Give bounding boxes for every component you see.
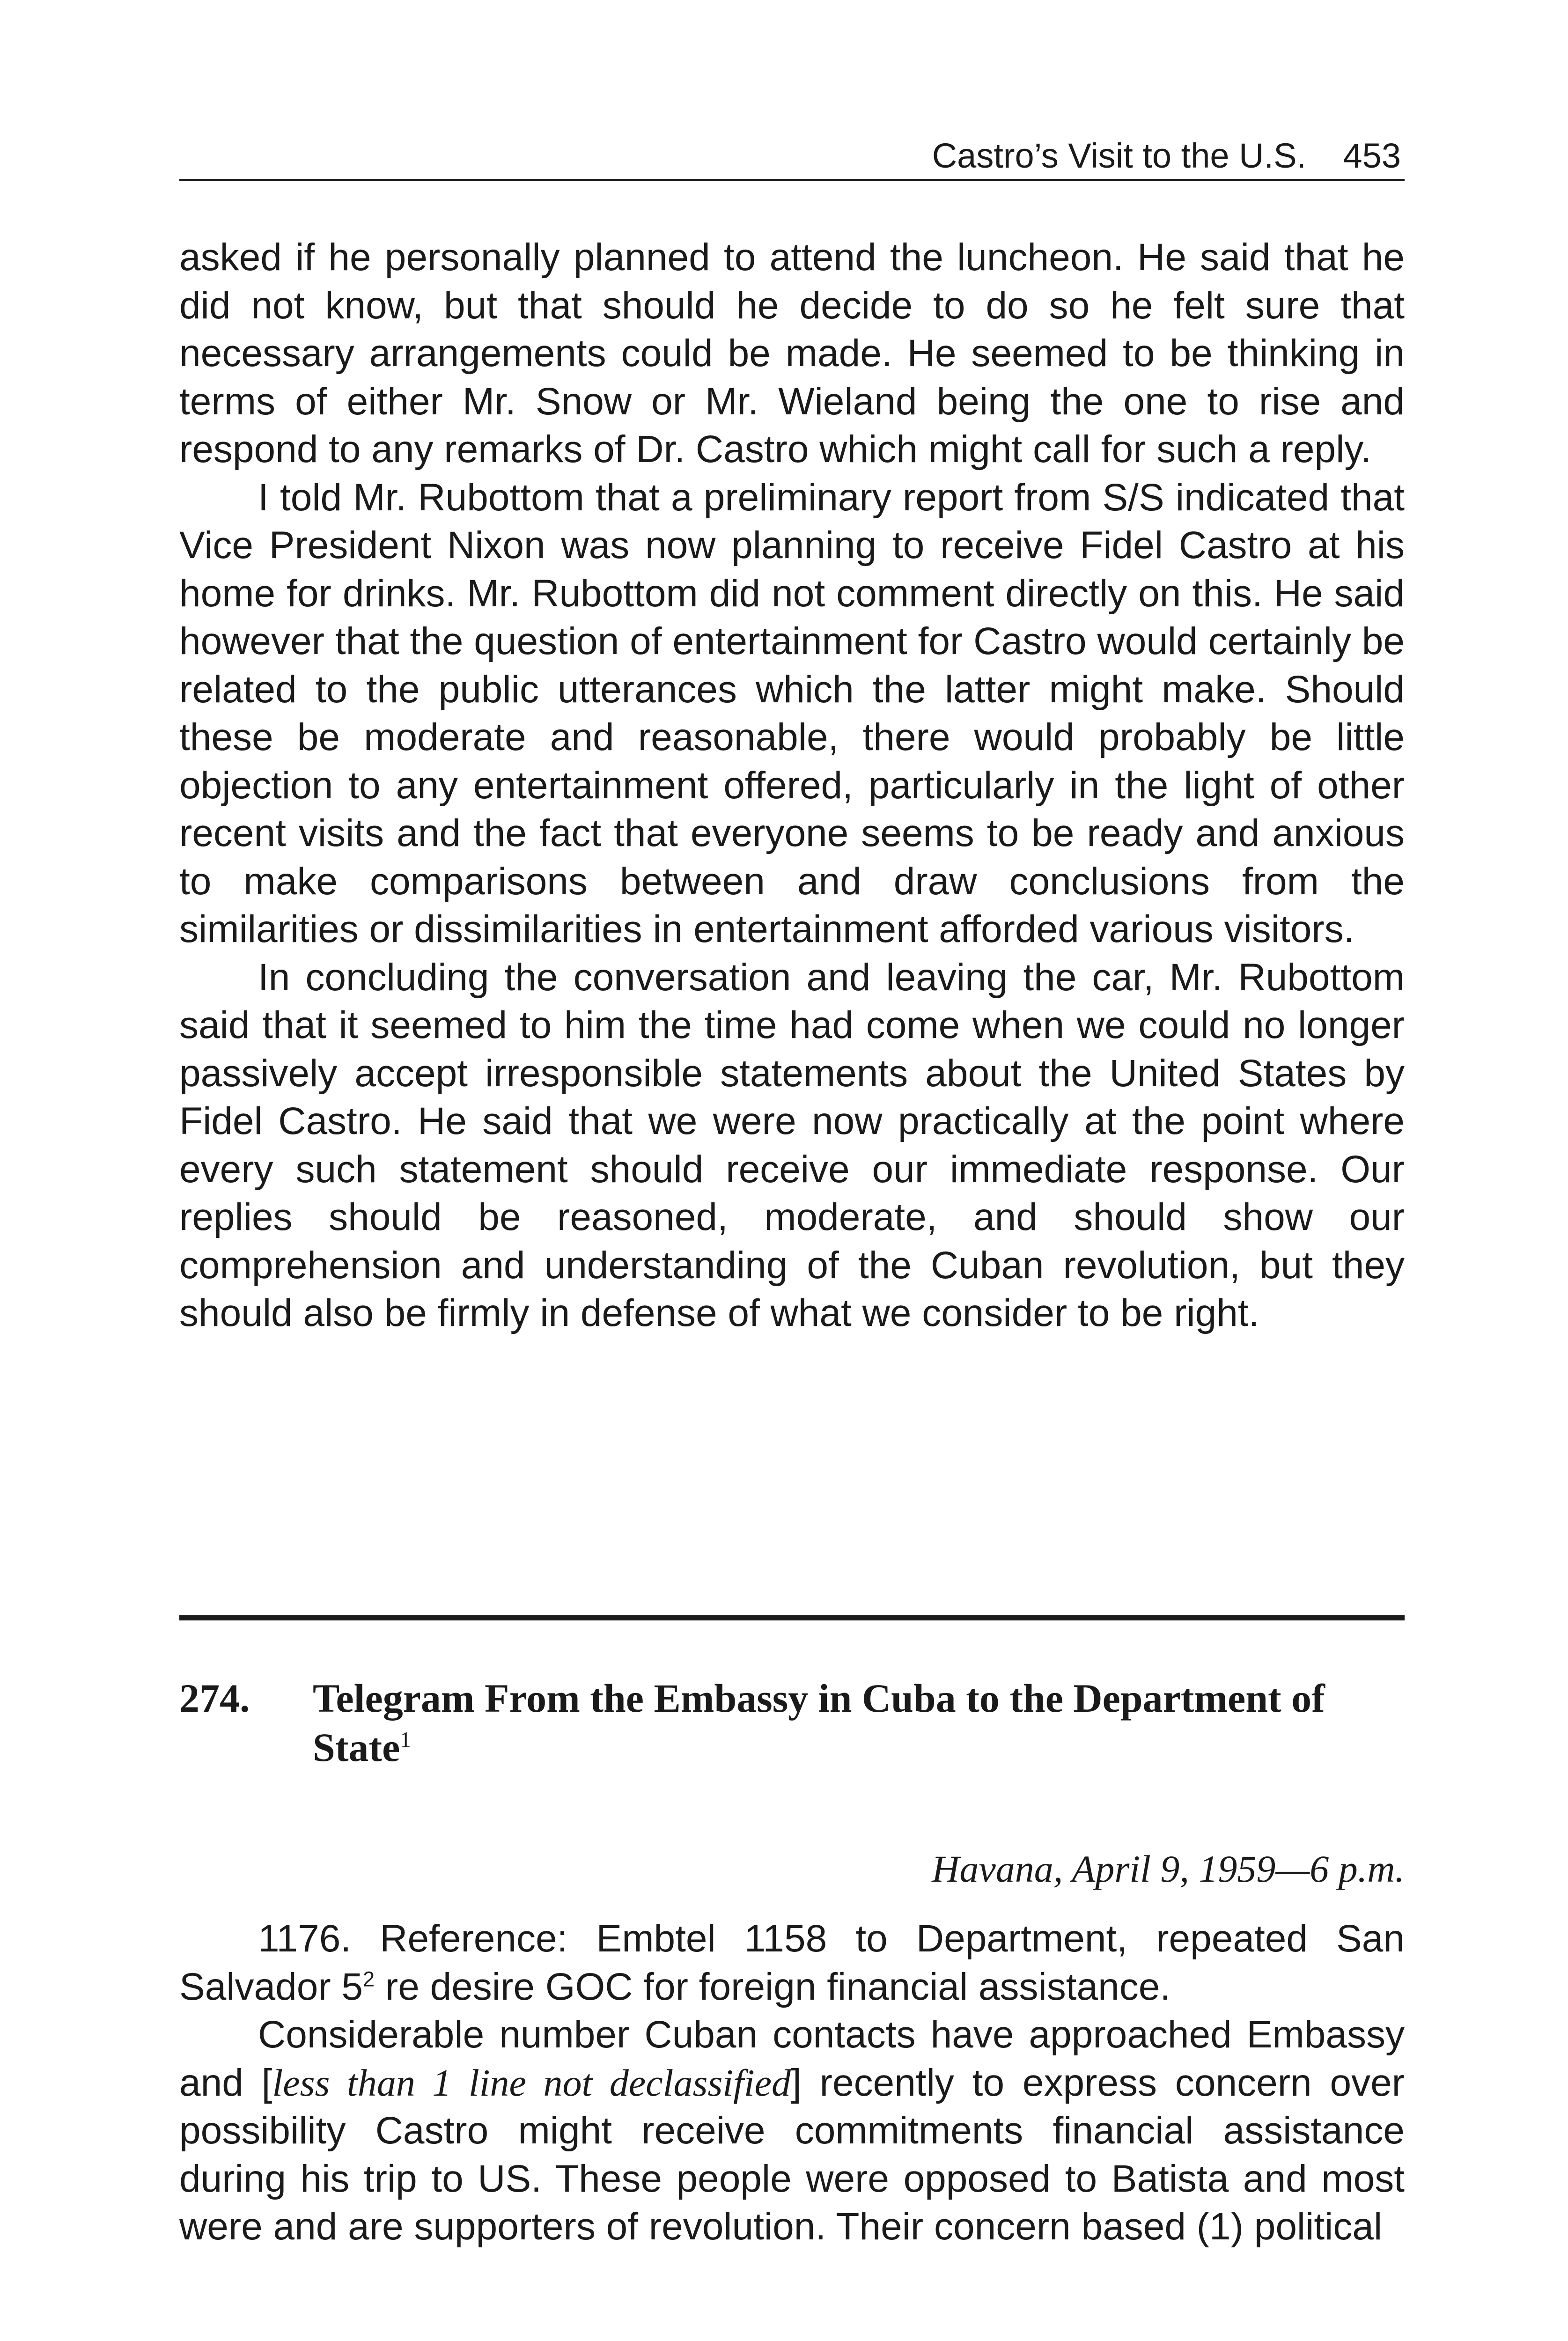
text-run: ] recently to express concern over possibility Castro might receive commitments financial assistance during his trip to US. These people were opposed to Batista and most were and are supporters of revolution. Their concern based (1) political [179, 2061, 1405, 2248]
running-title: Castro’s Visit to the U.S. [932, 136, 1306, 175]
text-run: Considerable number Cuban contacts have approached Embassy and [ [179, 2013, 1405, 2104]
footnote-ref: 1 [400, 1728, 411, 1752]
dateline: Havana, April 9, 1959—6 p.m. [932, 1848, 1405, 1890]
paragraph [179, 2011, 1405, 2251]
text-run: re desire GOC for foreign financial assistance. [375, 1965, 1171, 2008]
document-title-wrap [313, 1674, 1399, 1772]
telegram-body [179, 1915, 1405, 2251]
section-divider [179, 1615, 1405, 1620]
document-title: Telegram From the Embassy in Cuba to the Department of State [313, 1676, 1325, 1770]
running-head [179, 126, 1405, 181]
paragraph: In concluding the conversation and leaving the car, Mr. Rubottom said that it seemed to him the time had come when we could no longer passively accept irresponsible statements about the United States by Fidel Castro. He said that we were now practically at the point where every such statement should receive our immediate response. Our replies should be reasoned, moderate, and should show our comprehension and understanding of the Cuban revolution, but they should also be firmly in defense of what we consider to be right. [179, 956, 1405, 1334]
paragraph: I told Mr. Rubottom that a preliminary report from S/S indicated that Vice President Nixon was now planning to receive Fidel Castro at his home for drinks. Mr. Rubottom did not comment directly on this. He said however that the question of entertainment for Castro would certainly be related to the public utterances which the latter might make. Should these be moderate and reasonable, there would probably be little objection to any entertainment offered, particularly in the light of other recent visits and the fact that everyone seems to be ready and anxious to make comparisons between and draw conclusions from the similarities or dissimilarities in entertainment afforded various visitors. [179, 476, 1405, 950]
footnote-ref: 2 [363, 1967, 375, 1991]
continued-memorandum [179, 234, 1405, 1338]
document-number: 274. [179, 1676, 250, 1721]
page-number: 453 [1343, 136, 1401, 175]
redaction-note: less than 1 line not declassified [272, 2061, 791, 2104]
paragraph [179, 1915, 1405, 2011]
text-run: 1176. Reference: Embtel 1158 to Department, repeated San Salvador 5 [179, 1917, 1405, 2008]
page [179, 126, 1405, 1338]
paragraph: asked if he personally planned to attend the luncheon. He said that he did not know, but that should he decide to do so he felt sure that necessary arrangements could be made. He seemed to be thinking in terms of either Mr. Snow or Mr. Wieland being the one to rise and respond to any remarks of Dr. Castro which might call for such a reply. [179, 236, 1405, 471]
